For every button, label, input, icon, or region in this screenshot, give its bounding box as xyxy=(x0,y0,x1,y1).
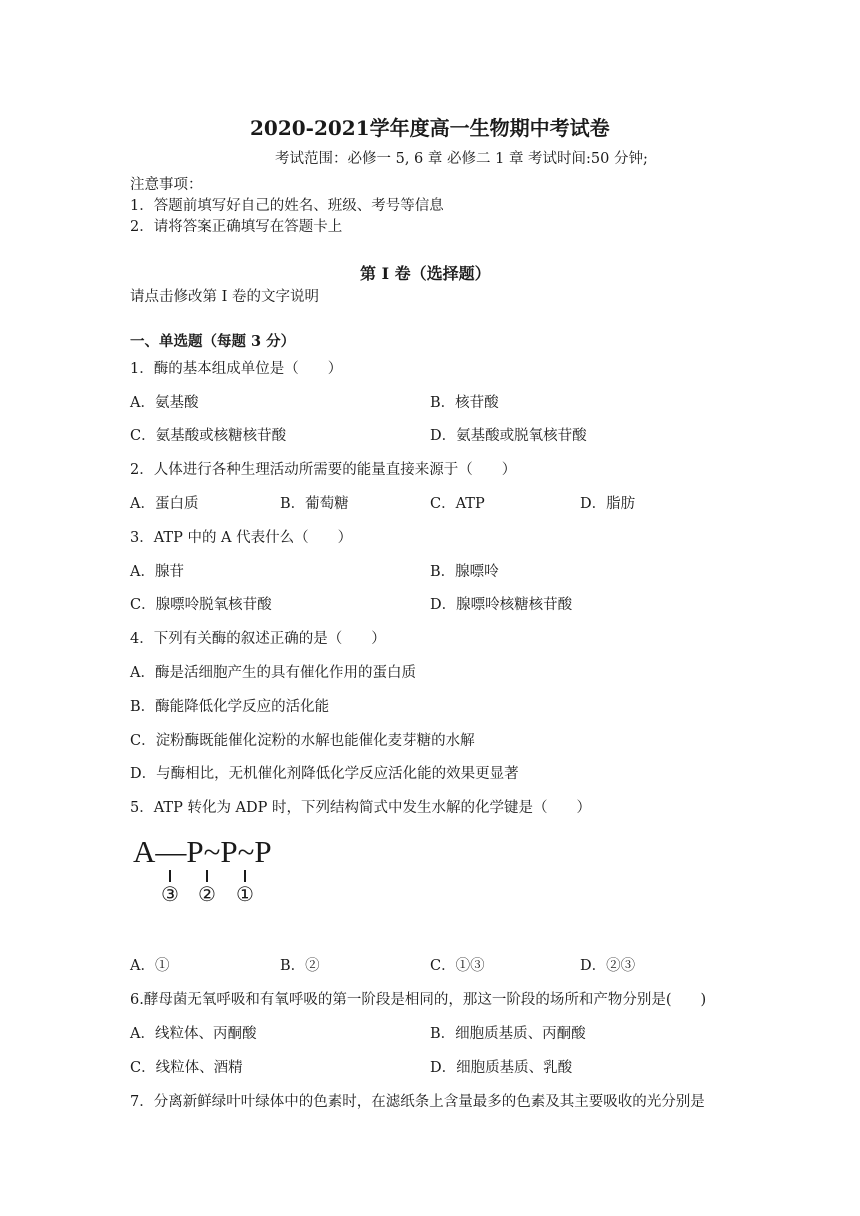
exam-info: 考试范围：必修一 5, 6 章 必修二 1 章 考试时间:50 分钟; xyxy=(275,151,648,167)
option: A．氨基酸 xyxy=(130,395,199,411)
atp-structure-formula xyxy=(132,832,282,908)
question-stem: 5．ATP 转化为 ADP 时，下列结构简式中发生水解的化学键是（ ） xyxy=(130,800,592,816)
option: C．线粒体、酒精 xyxy=(130,1060,243,1076)
notes-item: 2．请将答案正确填写在答题卡上 xyxy=(130,219,343,235)
option: B．腺嘌呤 xyxy=(430,564,499,580)
option: C．腺嘌呤脱氧核苷酸 xyxy=(130,597,272,613)
option: D．脂肪 xyxy=(580,496,636,512)
option: B．葡萄糖 xyxy=(280,496,349,512)
option: B．② xyxy=(280,958,320,974)
option: A．线粒体、丙酮酸 xyxy=(130,1026,257,1042)
exam-title: 2020-2021学年度高一生物期中考试卷 xyxy=(250,116,610,140)
option: C．①③ xyxy=(430,958,485,974)
section-heading: 一、单选题（每题 3 分） xyxy=(130,333,296,350)
option: C．淀粉酶既能催化淀粉的水解也能催化麦芽糖的水解 xyxy=(130,733,475,749)
notes-item: 1．答题前填写好自己的姓名、班级、考号等信息 xyxy=(130,198,444,214)
volume-description: 请点击修改第 I 卷的文字说明 xyxy=(130,289,319,305)
question-stem: 3．ATP 中的 A 代表什么（ ） xyxy=(130,530,353,546)
option: A．酶是活细胞产生的具有催化作用的蛋白质 xyxy=(130,665,416,681)
option: D．与酶相比，无机催化剂降低化学反应活化能的效果更显著 xyxy=(130,766,519,782)
option: B．酶能降低化学反应的活化能 xyxy=(130,699,330,715)
option: A．腺苷 xyxy=(130,564,184,580)
volume-title: 第 I 卷（选择题） xyxy=(360,264,491,283)
option: D．腺嘌呤核糖核苷酸 xyxy=(430,597,573,613)
question-stem: 1．酶的基本组成单位是（ ） xyxy=(130,361,343,377)
question-stem: 6.酵母菌无氧呼吸和有氧呼吸的第一阶段是相同的，那这一阶段的场所和产物分别是( ) xyxy=(130,992,707,1008)
bond-label: ③ xyxy=(161,882,179,906)
option: D．细胞质基质、乳酸 xyxy=(430,1060,573,1076)
atp-formula-text: A—P~P~P xyxy=(133,834,272,869)
option: A．① xyxy=(130,958,170,974)
bond-label: ② xyxy=(198,882,216,906)
option: A．蛋白质 xyxy=(130,496,199,512)
question-stem: 2．人体进行各种生理活动所需要的能量直接来源于（ ） xyxy=(130,462,517,478)
bond-label: ① xyxy=(236,882,254,906)
notes-heading: 注意事项： xyxy=(130,177,203,193)
option: B．核苷酸 xyxy=(430,395,499,411)
question-stem: 7．分离新鲜绿叶叶绿体中的色素时，在滤纸条上含量最多的色素及其主要吸收的光分别是 xyxy=(130,1094,705,1110)
option: D．氨基酸或脱氧核苷酸 xyxy=(430,428,587,444)
option: B．细胞质基质、丙酮酸 xyxy=(430,1026,586,1042)
option: C．氨基酸或核糖核苷酸 xyxy=(130,428,287,444)
option: C．ATP xyxy=(430,496,485,512)
question-stem: 4．下列有关酶的叙述正确的是（ ） xyxy=(130,631,386,647)
option: D．②③ xyxy=(580,958,636,974)
